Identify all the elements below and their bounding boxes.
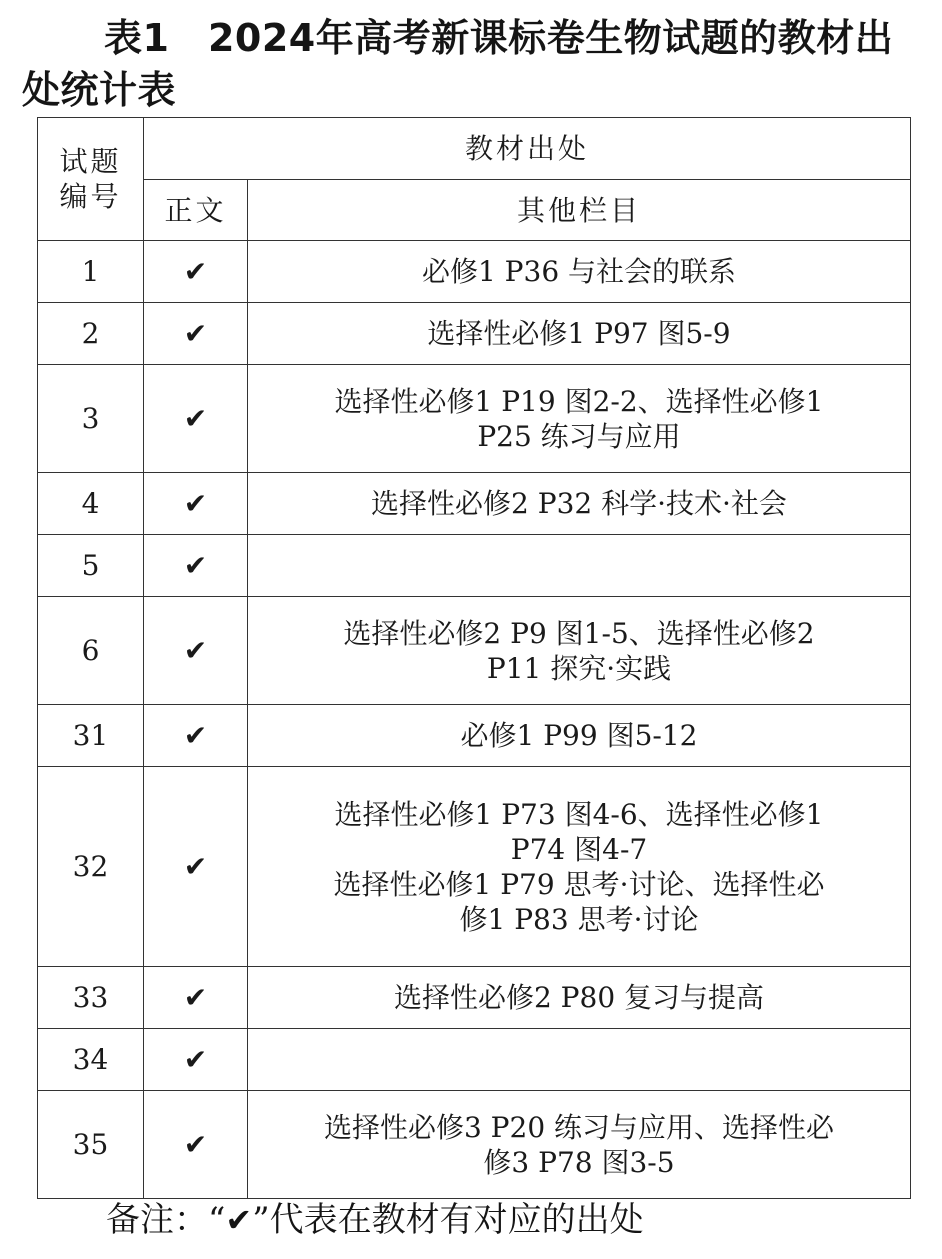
checkmark-icon: ✔ [225,1201,253,1239]
row-other-source [248,767,911,967]
row-question-no: 3 [38,365,144,473]
checkmark-icon: ✔ [144,597,248,705]
table-row [38,535,911,597]
table-row [38,1029,911,1091]
table-row [38,967,911,1029]
source-line: 修3 P78 图3-5 [483,1145,675,1179]
row-question-no: 33 [38,967,144,1029]
row-other-source [248,705,911,767]
checkmark-icon: ✔ [144,473,248,535]
source-line: 选择性必修2 P80 复习与提高 [393,981,765,1014]
row-other-source [248,597,911,705]
table-row [38,365,911,473]
table-row [38,473,911,535]
checkmark-icon: ✔ [144,967,248,1029]
header-question-no-line1: 试题 [59,145,122,178]
source-line: P25 练习与应用 [477,419,681,453]
row-other-source [248,303,911,365]
table-row [38,303,911,365]
row-other-source [248,967,911,1029]
table-row [38,241,911,303]
cropped-text-fragment [0,0,160,6]
checkmark-icon: ✔ [144,365,248,473]
row-question-no: 32 [38,767,144,967]
textbook-source-table [37,117,911,1199]
footnote-prefix: 备注：“ [106,1200,226,1240]
checkmark-icon: ✔ [144,767,248,967]
source-line: 选择性必修3 P20 练习与应用、选择性必 [323,1110,835,1144]
checkmark-icon: ✔ [144,535,248,597]
header-main-text: 正文 [144,180,248,241]
source-line: 选择性必修1 P97 图5-9 [427,317,731,350]
header-row-1 [38,118,911,180]
table-row [38,705,911,767]
checkmark-icon: ✔ [144,241,248,303]
footnote-suffix: ”代表在教材有对应的出处 [252,1200,644,1240]
source-line: 选择性必修2 P32 科学·技术·社会 [371,487,787,520]
row-other-source [248,1091,911,1199]
table-row [38,767,911,967]
header-other-columns: 其他栏目 [248,180,911,241]
header-row-2 [38,180,911,241]
checkmark-icon: ✔ [144,303,248,365]
table-row [38,1091,911,1199]
row-other-source [248,535,911,597]
source-line: P74 图4-7 [510,832,648,866]
row-question-no: 2 [38,303,144,365]
row-other-source [248,473,911,535]
header-question-no-line2: 编号 [59,180,122,213]
row-question-no: 4 [38,473,144,535]
source-line: 选择性必修1 P79 思考·讨论、选择性必 [333,867,825,901]
source-line: 选择性必修1 P19 图2-2、选择性必修1 [334,384,824,418]
table-title: 表1 2024年高考新课标卷生物试题的教材出处统计表 [22,16,894,112]
header-source: 教材出处 [144,118,911,180]
row-other-source [248,365,911,473]
row-question-no: 1 [38,241,144,303]
row-other-source [248,1029,911,1091]
row-question-no: 34 [38,1029,144,1091]
row-question-no: 6 [38,597,144,705]
source-line: 选择性必修2 P9 图1-5、选择性必修2 [343,616,815,650]
header-question-no [38,118,144,241]
footnote [106,1198,886,1242]
source-line: 选择性必修1 P73 图4-6、选择性必修1 [334,797,824,831]
source-line: 修1 P83 思考·讨论 [459,902,699,936]
source-line: P11 探究·实践 [486,651,672,685]
checkmark-icon: ✔ [144,1029,248,1091]
source-line: 必修1 P36 与社会的联系 [421,255,737,288]
checkmark-icon: ✔ [144,705,248,767]
row-question-no: 35 [38,1091,144,1199]
table-row [38,597,911,705]
source-line: 必修1 P99 图5-12 [460,719,698,752]
row-question-no: 5 [38,535,144,597]
checkmark-icon: ✔ [144,1091,248,1199]
row-question-no: 31 [38,705,144,767]
row-other-source [248,241,911,303]
